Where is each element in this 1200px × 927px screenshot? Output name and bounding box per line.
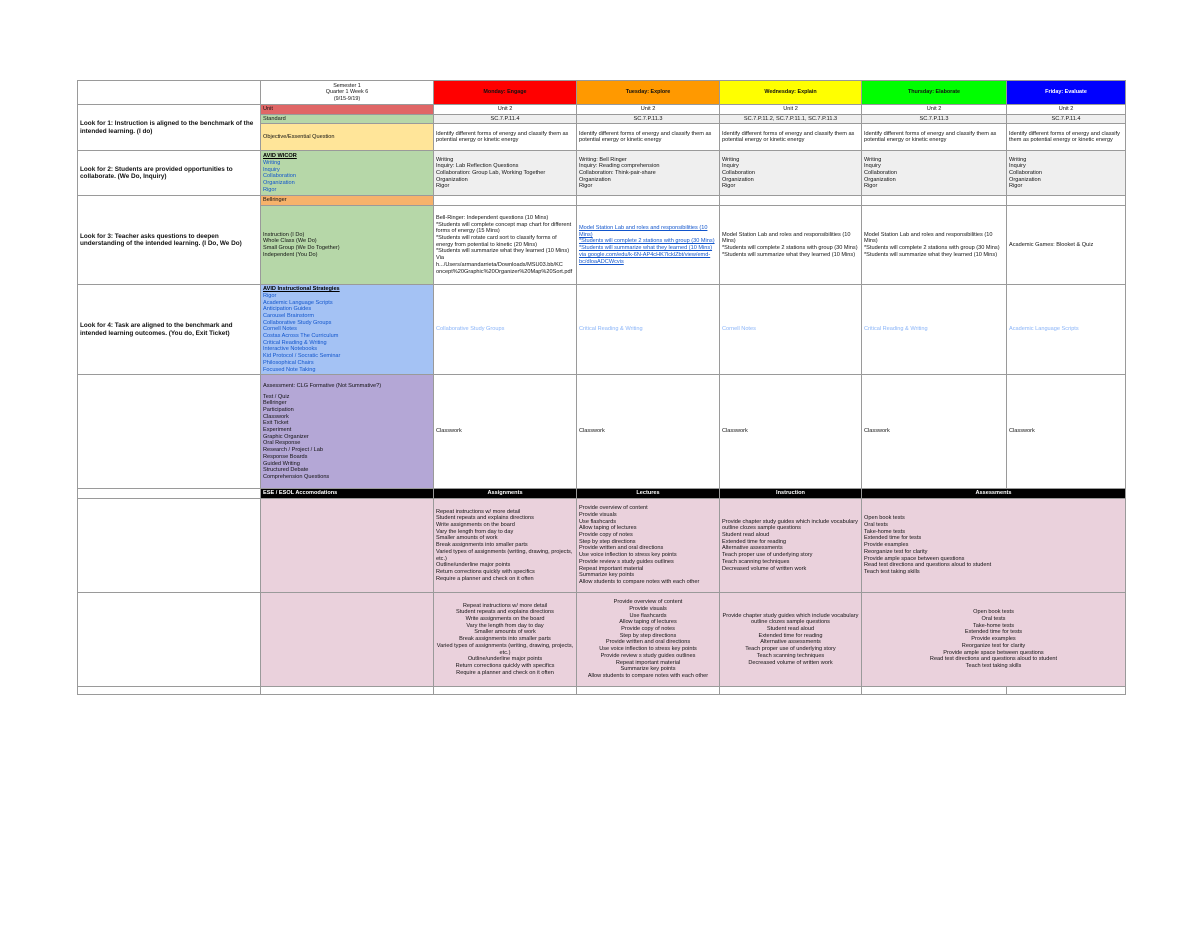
- assessment-tuesday: Classwork: [577, 375, 720, 489]
- wicor-row: [78, 151, 1126, 196]
- assessment-item: Classwork: [263, 413, 289, 420]
- strategy-friday: Academic Language Scripts: [1007, 285, 1126, 375]
- day-header-friday: Friday: Evaluate: [1007, 81, 1126, 105]
- standard-tuesday: SC.7.P.11.3: [577, 114, 720, 124]
- wicor-line: Organization: [436, 176, 468, 183]
- wicor-monday: [434, 151, 577, 196]
- instruction-line: *Students will complete 2 stations with group (30 Mins) *Students will summarize what they learned (10 Mins): [722, 245, 858, 258]
- wicor-item: Organization: [263, 180, 295, 187]
- ese-item: Read test directions and questions aloud to student: [864, 562, 992, 569]
- ese-item: Provide overview of content: [579, 505, 648, 512]
- assessment-list: [263, 394, 431, 481]
- wicor-line: Inquiry: [864, 163, 881, 170]
- look-for-2: Look for 2: Students are provided opportunities to collaborate. (We Do, Inquiry): [78, 151, 261, 196]
- instruction-friday: Academic Games: Blooket & Quiz: [1007, 206, 1126, 285]
- ese-label: ESE / ESOL Accomodations: [261, 489, 434, 499]
- strategy-item: Critical Reading & Writing: [263, 339, 327, 346]
- ese-item: Step by step directions: [579, 538, 636, 545]
- wicor-tuesday: [577, 151, 720, 196]
- unit-thursday: Unit 2: [862, 105, 1007, 115]
- ese-item: Provide examples: [864, 542, 909, 549]
- instruction-wednesday: [720, 206, 862, 285]
- objective-tuesday: Identify different forms of energy and classify them as potential energy or kinetic energy: [577, 124, 720, 151]
- strategy-monday: Collaborative Study Groups: [434, 285, 577, 375]
- wicor-line: Writing: [864, 156, 882, 163]
- wicor-line: Inquiry: [722, 163, 739, 170]
- wicor-title: AVID WICOR: [263, 153, 297, 160]
- look-for-1: Look for 1: Instruction is aligned to the benchmark of the intended learning. (I do): [78, 105, 261, 151]
- objective-wednesday: Identify different forms of energy and classify them as potential energy or kinetic energy: [720, 124, 862, 151]
- empty-cell-6: [862, 686, 1007, 694]
- instruction-line: h.../Users/armandarrieta/Downloads/MSU03.bb/KC oncept%20Graphic%20Organizer%20Map%20Sort.pdf: [436, 261, 573, 275]
- ese-item: Vary the length from day to day: [466, 622, 544, 629]
- ese-item: Provide chapter study guides which include vocabulary outline clozes sample questions: [722, 612, 859, 626]
- standard-friday: SC.7.P.11.4: [1007, 114, 1126, 124]
- ese-item: Use flashcards: [629, 612, 667, 619]
- ese-row-1: [78, 498, 1126, 592]
- strategy-item: Interactive Notebooks: [263, 346, 318, 353]
- ese-item: Reorganize test for clarity: [864, 548, 928, 555]
- ese-item: Allow taping of lectures: [619, 619, 677, 626]
- wicor-line: Collaboration: [864, 170, 897, 177]
- instruction-label: [261, 206, 434, 285]
- ese-item: Break assignments into smaller parts: [436, 542, 528, 549]
- wicor-item: Writing: [263, 160, 281, 166]
- ese-item: Allow students to compare notes with each other: [579, 578, 700, 585]
- assessment-item: Bellringer: [263, 400, 287, 407]
- wicor-list: [263, 160, 431, 194]
- strategies-cell: [261, 285, 434, 375]
- assessment-item: Structured Debate: [263, 467, 309, 474]
- wicor-line: Inquiry: [1009, 163, 1026, 170]
- quarter-label: Quarter 1 Week 6: [325, 89, 369, 96]
- corner-cell: [78, 81, 261, 105]
- ese-item: Read test directions and questions aloud to student: [929, 656, 1058, 663]
- strategy-item: Kid Protocol / Socratic Seminar: [263, 353, 341, 360]
- wicor-line: Inquiry: Reading comprehension: [579, 163, 660, 170]
- ese-item: Step by step directions: [619, 632, 677, 639]
- ese-item: Student read aloud: [722, 532, 770, 539]
- ese-item: Provide copy of notes: [579, 532, 633, 539]
- strategy-item: Rigor: [263, 292, 277, 299]
- ese-item: Decreased volume of written work: [722, 565, 807, 572]
- instruction-label-line: Small Group (We Do Together): [263, 245, 340, 252]
- ese-item: Teach scanning techniques: [756, 652, 825, 659]
- tuesday-link-2[interactable]: *Students will complete 2 stations with group (30 Mins) *Students will summarize what they learned (10 Mins) via google.com/edu/k-6N-AP4cHK7lcklZbt/view/emd-bc/dloaADCWcvis: [579, 238, 715, 265]
- bellringer-friday: [1007, 196, 1126, 206]
- ese-row2-blank: [78, 592, 261, 686]
- day-header-thursday: Thursday: Elaborate: [862, 81, 1007, 105]
- ese-assignments-1: [434, 498, 577, 592]
- unit-tuesday: Unit 2: [577, 105, 720, 115]
- ese-item: Provide ample space between questions: [864, 555, 965, 562]
- wicor-line: Collaboration: [1009, 170, 1042, 177]
- ese-blank: [78, 489, 261, 499]
- ese-item: Provide visuals: [629, 605, 667, 612]
- ese-item: Repeat instructions w/ more detail: [436, 508, 521, 515]
- wicor-line: Organization: [864, 176, 896, 183]
- wicor-item: Collaboration: [263, 173, 296, 180]
- ese-header-assessments: Assessments: [862, 489, 1126, 499]
- ese-item: Use voice inflection to stress key points: [579, 552, 677, 559]
- ese-row1-label-cell: [261, 498, 434, 592]
- assessment-item: Oral Response: [263, 440, 301, 447]
- ese-item: Write assignments on the board: [436, 521, 515, 528]
- strategy-item: Cornell Notes: [263, 326, 297, 333]
- assessment-cell: [261, 375, 434, 489]
- bellringer-row: [78, 196, 1126, 206]
- strategy-item: Costas Across The Curriculum: [263, 333, 339, 340]
- ese-item: Require a planner and check on it often: [456, 669, 554, 676]
- ese-item: Allow taping of lectures: [579, 525, 637, 532]
- ese-item: Provide written and oral directions: [579, 545, 664, 552]
- instruction-line: *Students will rotate card sort to classify forms of energy from potential to kinetic (20 Mins): [436, 235, 557, 248]
- day-header-monday: Monday: Engage: [434, 81, 577, 105]
- ese-item: Alternative assessments: [722, 545, 783, 552]
- bellringer-tuesday: [577, 196, 720, 206]
- strategy-item: Collaborative Study Groups: [263, 319, 332, 326]
- instruction-tuesday: [577, 206, 720, 285]
- ese-item: Return corrections quickly with specifics: [455, 662, 555, 669]
- day-header-wednesday: Wednesday: Explain: [720, 81, 862, 105]
- strategy-item: Anticipation Guides: [263, 306, 312, 313]
- ese-item: Smaller amounts of work: [474, 629, 536, 636]
- ese-item: Teach test taking skills: [864, 568, 920, 575]
- ese-row2-label-cell: [261, 592, 434, 686]
- day-header-tuesday: Tuesday: Explore: [577, 81, 720, 105]
- standard-wednesday: SC.7.P.11.2, SC.7.P.11.1, SC.7.P.11.3: [720, 114, 862, 124]
- wicor-friday: [1007, 151, 1126, 196]
- wicor-line: Inquiry: Lab Reflection Questions: [436, 163, 519, 170]
- ese-row1-blank: [78, 498, 261, 592]
- ese-item: Teach proper use of underlying story: [745, 646, 836, 653]
- instruction-thursday: [862, 206, 1007, 285]
- wicor-line: Organization: [1009, 176, 1041, 183]
- ese-item: Provide chapter study guides which include vocabulary outline clozes sample questions: [722, 518, 858, 532]
- empty-cell-1: [78, 686, 261, 694]
- wicor-line: Collaboration: [722, 170, 755, 177]
- unit-wednesday: Unit 2: [720, 105, 862, 115]
- assessment-item: Test / Quiz: [263, 393, 290, 400]
- ese-item: Extended time for tests: [964, 629, 1023, 636]
- ese-item: Varied types of assignments (writing, drawing, projects, etc.): [436, 548, 573, 562]
- assessment-item: Experiment: [263, 427, 292, 434]
- ese-item: Take-home tests: [972, 622, 1015, 629]
- ese-item: Student repeats and explains directions: [436, 515, 534, 522]
- assessment-item: Response Boards: [263, 453, 308, 460]
- bellringer-label: Bellringer: [261, 196, 434, 206]
- ese-row-2: [78, 592, 1126, 686]
- ese-item: Open book tests: [973, 609, 1014, 616]
- wicor-line: Organization: [579, 176, 611, 183]
- tuesday-link-1[interactable]: Model Station Lab and roles and responsibilities (10 Mins): [579, 225, 708, 238]
- empty-cell-2: [261, 686, 434, 694]
- assessment-thursday: Classwork: [862, 375, 1007, 489]
- ese-item: Alternative assessments: [760, 639, 821, 646]
- ese-item: Oral tests: [981, 615, 1006, 622]
- ese-item: Return corrections quickly with specifics: [436, 568, 535, 575]
- ese-item: Decreased volume of written work: [748, 659, 833, 666]
- ese-item: Student repeats and explains directions: [456, 609, 554, 616]
- instruction-label-line: Instruction (I Do): [263, 231, 305, 238]
- instruction-label-line: Whole Class (We Do): [263, 238, 317, 245]
- look-for-3: Look for 3: Teacher asks questions to deepen understanding of the intended learning. (I Do, We Do): [78, 196, 261, 285]
- ese-item: Reorganize test for clarity: [961, 642, 1026, 649]
- strategy-item: Philosophical Chairs: [263, 359, 314, 366]
- unit-friday: Unit 2: [1007, 105, 1126, 115]
- wicor-line: Rigor: [864, 183, 878, 190]
- ese-item: Write assignments on the board: [465, 615, 545, 622]
- assessment-item: Comprehension Questions: [263, 473, 330, 480]
- objective-monday: Identify different forms of energy and classify them as potential energy or kinetic energy: [434, 124, 577, 151]
- assessment-look-for-blank: [78, 375, 261, 489]
- assessment-item: Participation: [263, 406, 294, 413]
- ese-item: Outline/underline major points: [467, 656, 543, 663]
- assessment-item: Research / Project / Lab: [263, 447, 324, 454]
- strategies-title: AVID Instructional Strategies: [263, 286, 340, 293]
- assessment-monday: Classwork: [434, 375, 577, 489]
- instruction-line: *Students will complete concept map chart for different forms of energy (15 Mins): [436, 221, 572, 235]
- wicor-line: Writing: [436, 156, 454, 163]
- strategy-wednesday: Cornell Notes: [720, 285, 862, 375]
- standard-label: Standard: [261, 114, 434, 124]
- standard-thursday: SC.7.P.11.3: [862, 114, 1007, 124]
- ese-instruction-2: [720, 592, 862, 686]
- ese-item: Extended time for tests: [864, 535, 922, 542]
- bellringer-wednesday: [720, 196, 862, 206]
- objective-thursday: Identify different forms of energy and classify them as potential energy or kinetic energy: [862, 124, 1007, 151]
- ese-lectures-1: [577, 498, 720, 592]
- ese-item: Open book tests: [864, 515, 905, 522]
- wicor-wednesday: [720, 151, 862, 196]
- wicor-line: Collaboration: Think-pair-share: [579, 170, 656, 177]
- ese-item: Repeat important material: [579, 565, 644, 572]
- instruction-line: Model Station Lab and roles and responsibilities (10 Mins): [722, 231, 851, 245]
- assessment-item: Exit Ticket: [263, 420, 289, 427]
- wicor-line: Collaboration: Group Lab, Working Together: [436, 170, 546, 177]
- wicor-line: Rigor: [579, 183, 593, 190]
- strategies-row: [78, 285, 1126, 375]
- ese-lectures-2: [577, 592, 720, 686]
- ese-item: Break assignments into smaller parts: [459, 636, 551, 643]
- ese-item: Oral tests: [864, 521, 888, 528]
- strategy-item: Carousel Brainstorm: [263, 312, 314, 319]
- empty-cell-5: [720, 686, 862, 694]
- bellringer-monday: [434, 196, 577, 206]
- instruction-monday: [434, 206, 577, 285]
- wicor-line: Writing: [722, 156, 740, 163]
- ese-item: Provide ample space between questions: [943, 649, 1044, 656]
- objective-friday: Identify different forms of energy and classify them as potential energy or kinetic energy: [1007, 124, 1126, 151]
- semester-cell: [261, 81, 434, 105]
- ese-item: Provide visuals: [579, 511, 617, 518]
- ese-header-instruction: Instruction: [720, 489, 862, 499]
- ese-item: Provide review s study guides outlines: [579, 558, 674, 565]
- ese-item: Teach scanning techniques: [722, 558, 790, 565]
- ese-item: Extended time for reading: [758, 632, 823, 639]
- instruction-line: Model Station Lab and roles and responsibilities (10 Mins): [864, 231, 993, 245]
- ese-item: Use voice inflection to stress key points: [599, 646, 697, 653]
- standard-monday: SC.7.P.11.4: [434, 114, 577, 124]
- assessment-item: Graphic Organizer: [263, 433, 309, 440]
- ese-item: Take-home tests: [864, 528, 906, 535]
- assessment-wednesday: Classwork: [720, 375, 862, 489]
- ese-item: Varied types of assignments (writing, drawing, projects, etc.): [436, 642, 574, 656]
- header-row: [78, 81, 1126, 105]
- ese-item: Use flashcards: [579, 518, 616, 525]
- wicor-item: Inquiry: [263, 166, 280, 173]
- ese-item: Summarize key points: [579, 572, 635, 579]
- ese-item: Teach test taking skills: [965, 662, 1022, 669]
- dates-label: (9/15-9/19): [333, 95, 361, 102]
- ese-item: Teach proper use of underlying story: [722, 552, 813, 559]
- wicor-cell: [261, 151, 434, 196]
- strategies-list: [263, 293, 431, 373]
- look-for-4: Look for 4: Task are aligned to the benchmark and intended learning outcomes. (You do, Exit Ticket): [78, 285, 261, 375]
- instruction-line: *Students will complete 2 stations with group (30 Mins) *Students will summarize what they learned (10 Mins): [864, 245, 1000, 258]
- assessment-item: Guided Writing: [263, 460, 300, 467]
- ese-item: Extended time for reading: [722, 538, 787, 545]
- wicor-line: Writing: [1009, 156, 1027, 163]
- wicor-item: Rigor: [263, 186, 277, 193]
- objective-label: Objective/Essential Question: [261, 124, 434, 151]
- assessment-row: [78, 375, 1126, 489]
- ese-item: Smaller amounts of work: [436, 535, 498, 542]
- ese-item: Summarize key points: [620, 666, 676, 673]
- empty-row: [78, 686, 1126, 694]
- assessment-title: Assessment: CLG Formative (Not Summative?): [263, 382, 382, 389]
- semester-label: Semester 1: [333, 83, 361, 90]
- ese-header-assignments: Assignments: [434, 489, 577, 499]
- instruction-line: *Students will summarize what they learned (10 Mins) Via: [436, 248, 570, 262]
- wicor-line: Rigor: [436, 183, 450, 190]
- assessment-friday: Classwork: [1007, 375, 1126, 489]
- ese-item: Provide written and oral directions: [605, 639, 691, 646]
- wicor-line: Writing: Bell Ringer: [579, 156, 627, 163]
- strategy-tuesday: Critical Reading & Writing: [577, 285, 720, 375]
- wicor-line: Organization: [722, 176, 754, 183]
- ese-item: Require a planner and check on it often: [436, 575, 534, 582]
- ese-item: Provide copy of notes: [621, 626, 675, 633]
- instruction-label-line: Independent (You Do): [263, 251, 318, 258]
- empty-cell-3: [434, 686, 577, 694]
- ese-item: Provide overview of content: [613, 599, 683, 606]
- ese-item: Outline/underline major points: [436, 562, 511, 569]
- ese-header-row: [78, 489, 1126, 499]
- ese-instruction-1: [720, 498, 862, 592]
- strategy-thursday: Critical Reading & Writing: [862, 285, 1007, 375]
- lesson-plan-table: [77, 80, 1126, 695]
- ese-assessments-2: [862, 592, 1126, 686]
- ese-item: Allow students to compare notes with each other: [587, 672, 709, 679]
- ese-header-lectures: Lectures: [577, 489, 720, 499]
- empty-cell-4: [577, 686, 720, 694]
- unit-monday: Unit 2: [434, 105, 577, 115]
- ese-item: Provide examples: [971, 636, 1016, 643]
- ese-item: Student read aloud: [766, 626, 815, 633]
- ese-assignments-2: [434, 592, 577, 686]
- ese-assessments-1: [862, 498, 1126, 592]
- wicor-line: Rigor: [1009, 183, 1023, 190]
- ese-item: Vary the length from day to day: [436, 528, 514, 535]
- empty-cell-7: [1007, 686, 1126, 694]
- instruction-line: Bell-Ringer: Independent questions (10 Mins): [436, 214, 549, 221]
- unit-row: [78, 105, 1126, 115]
- ese-item: Provide review s study guides outlines: [600, 652, 696, 659]
- bellringer-thursday: [862, 196, 1007, 206]
- strategy-item: Focused Note Taking: [263, 366, 316, 373]
- unit-label: Unit: [261, 105, 434, 115]
- ese-item: Repeat important material: [615, 659, 681, 666]
- wicor-line: Rigor: [722, 183, 736, 190]
- ese-item: Repeat instructions w/ more detail: [462, 602, 548, 609]
- wicor-thursday: [862, 151, 1007, 196]
- strategy-item: Academic Language Scripts: [263, 299, 333, 306]
